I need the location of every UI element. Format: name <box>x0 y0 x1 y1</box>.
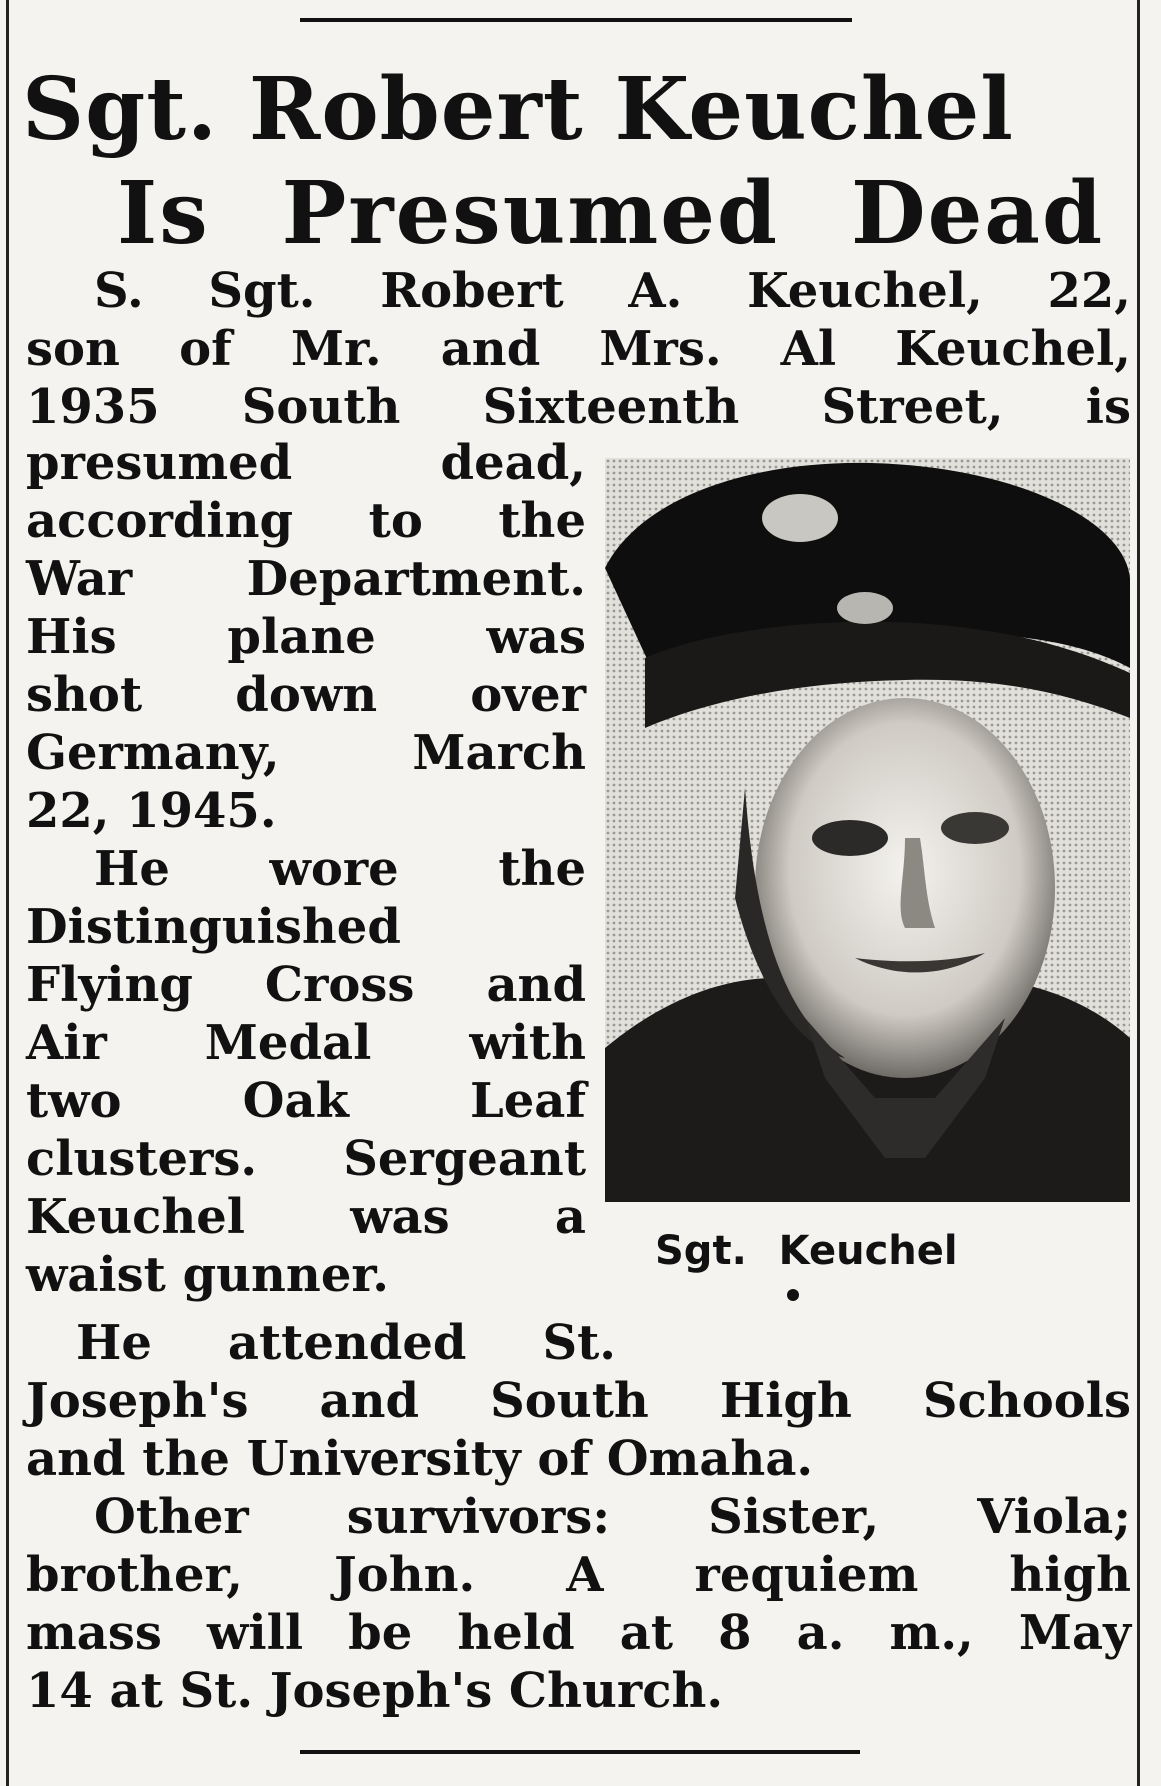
p4-line-3: mass will be held at 8 a. m., May <box>26 1605 1131 1661</box>
headline-line-2: Is Presumed Dead <box>117 163 1105 264</box>
p1-line-7: 22, 1945. <box>26 783 277 839</box>
p2-line-8: waist gunner. <box>26 1247 389 1303</box>
bottom-divider <box>300 1750 860 1754</box>
full-width-text <box>26 1314 1131 1720</box>
p1-line-4: His plane was <box>26 609 586 665</box>
column-rule-left <box>6 0 9 1786</box>
p1-line-1: presumed dead, <box>26 435 586 491</box>
p1-line-5: shot down over <box>26 667 586 723</box>
photo-caption: Sgt. Keuchel <box>655 1228 958 1274</box>
intro-line-2: son of Mr. and Mrs. Al Keuchel, <box>26 321 1131 377</box>
p4-line-1: Other survivors: Sister, Viola; <box>94 1489 1131 1545</box>
headline-line-1: Sgt. Robert Keuchel <box>22 59 1014 160</box>
p4-line-4: 14 at St. Joseph's Church. <box>26 1663 724 1719</box>
intro-line-1-wrap <box>26 262 1131 320</box>
left-column-text <box>26 434 586 1304</box>
p2-line-5: two Oak Leaf <box>26 1073 586 1129</box>
p3-line-1: He attended St. <box>76 1315 616 1371</box>
headline <box>22 58 1132 266</box>
p1-line-2: according to the <box>26 493 586 549</box>
intro-line-3: 1935 South Sixteenth Street, is <box>26 379 1131 435</box>
p2-line-7: Keuchel was a <box>26 1189 586 1245</box>
top-divider <box>300 18 852 22</box>
p3-line-3: and the University of Omaha. <box>26 1431 814 1487</box>
p4-line-2: brother, John. A requiem high <box>26 1547 1131 1603</box>
p2-line-1: He wore the <box>94 841 586 897</box>
p3-line-2: Joseph's and South High Schools <box>26 1373 1131 1429</box>
p1-line-6: Germany, March <box>26 725 586 781</box>
intro-paragraph <box>26 262 1131 436</box>
p2-line-3: Flying Cross and <box>26 957 586 1013</box>
p2-line-6: clusters. Sergeant <box>26 1131 586 1187</box>
portrait-photo <box>605 458 1130 1202</box>
intro-line-1: S. Sgt. Robert A. Keuchel, 22, <box>94 263 1131 319</box>
portrait-image <box>605 458 1130 1202</box>
p2-line-2: Distinguished <box>26 899 401 955</box>
p1-line-3: War Department. <box>26 551 586 607</box>
caption-dot <box>787 1289 799 1301</box>
column-rule-right <box>1137 0 1140 1786</box>
p2-line-4: Air Medal with <box>26 1015 586 1071</box>
